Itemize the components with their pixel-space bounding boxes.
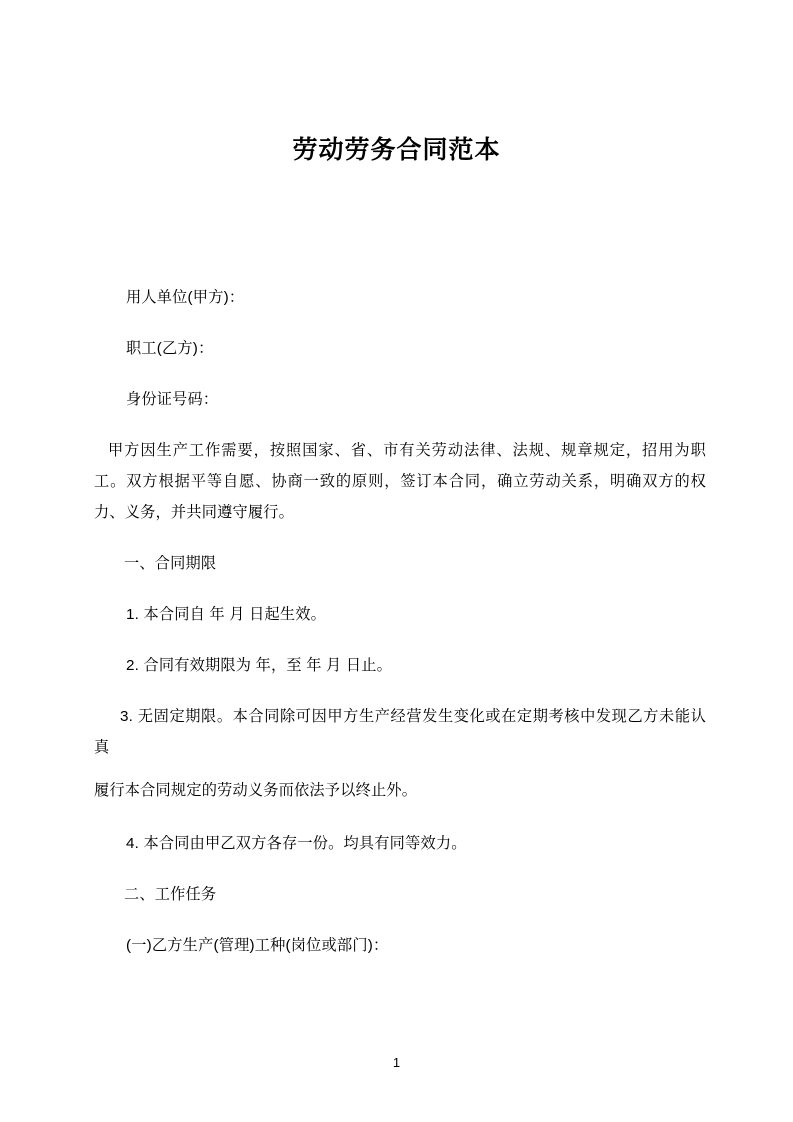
clause-1-2: 2. 合同有效期限为 年，至 年 月 日止。 — [126, 657, 392, 674]
clause-2-1: (一)乙方生产(管理)工种(岗位或部门)： — [126, 937, 389, 954]
heading-section-2: 二、工作任务 — [124, 886, 217, 903]
paragraph-preamble: 甲方因生产工作需要，按照国家、省、市有关劳动法律、法规、规章规定，招用为职工。双方根据平等自愿、协商一致的原则，签订本合同，确立劳动关系，明确双方的权力、义务，并共同遵守履行。 — [94, 442, 706, 521]
paragraph-employer: 用人单位(甲方)： — [126, 289, 245, 306]
page-number: 1 — [392, 1055, 401, 1070]
clause-1-3-continuation: 履行本合同规定的劳动义务而依法予以终止外。 — [94, 782, 418, 799]
clause-1-3: 3. 无固定期限。本合同除可因甲方生产经营发生变化或在定期考核中发现乙方未能认真 — [94, 708, 706, 756]
page-title: 劳动劳务合同范本 — [292, 136, 501, 164]
heading-section-1: 一、合同期限 — [124, 555, 217, 572]
document-body — [94, 282, 706, 981]
clause-1-4: 4. 本合同由甲乙双方各存一份。均具有同等效力。 — [126, 835, 467, 852]
paragraph-id-number: 身份证号码： — [126, 391, 219, 408]
paragraph-employee: 职工(乙方)： — [126, 340, 214, 357]
clause-1-1: 1. 本合同自 年 月 日起生效。 — [126, 606, 327, 623]
